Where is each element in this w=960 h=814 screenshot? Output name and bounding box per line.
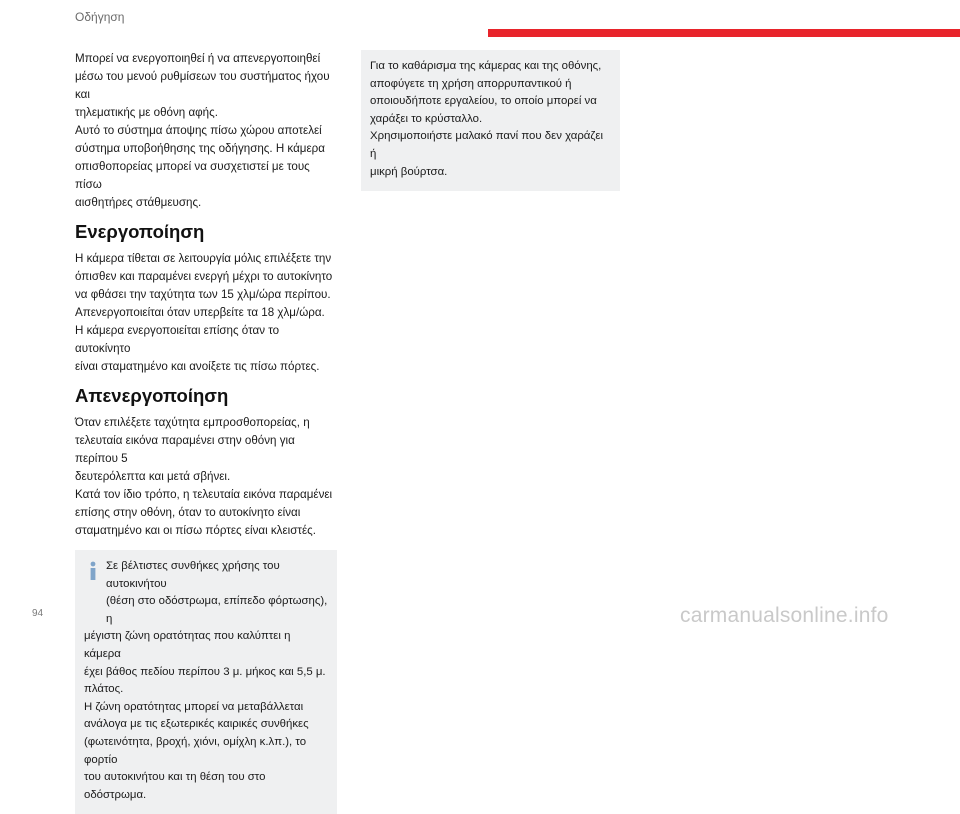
watermark: carmanualsonline.info — [680, 604, 889, 627]
left-column — [75, 50, 337, 814]
text-line: του αυτοκινήτου και τη θέση του στο οδόστρωμα. — [84, 771, 266, 801]
cleaning-box — [361, 50, 620, 191]
text-line: αποφύγετε τη χρήση απορρυπαντικού ή — [370, 77, 572, 90]
text-line: αισθητήρες στάθμευσης. — [75, 196, 202, 209]
text-line: Σε βέλτιστες συνθήκες χρήσης του αυτοκινήτου — [106, 560, 280, 590]
activation-paragraph — [75, 250, 337, 376]
text-line: επίσης στην οθόνη, όταν το αυτοκίνητο είναι — [75, 506, 301, 519]
text-line: δευτερόλεπτα και μετά σβήνει. — [75, 470, 231, 483]
text-line: χαράξει το κρύσταλλο. — [370, 112, 483, 125]
text-line: Αυτό το σύστημα άποψης πίσω χώρου αποτελεί — [75, 124, 322, 137]
info-box-intro — [84, 558, 328, 628]
deactivation-paragraph — [75, 414, 337, 540]
header-accent-bar — [488, 29, 960, 37]
text-line: Απενεργοποιείται όταν υπερβείτε τα 18 χλμ/ώρα. — [75, 306, 325, 319]
section-title: Οδήγηση — [75, 10, 125, 24]
deactivation-heading: Απενεργοποίηση — [75, 385, 229, 406]
info-icon — [86, 561, 100, 581]
text-line: είναι σταματημένο και ανοίξετε τις πίσω πόρτες. — [75, 360, 320, 373]
text-line: (φωτεινότητα, βροχή, χιόνι, ομίχλη κ.λπ.), το φορτίο — [84, 735, 307, 766]
activation-heading: Ενεργοποίηση — [75, 221, 205, 242]
text-line: οποιουδήποτε εργαλείου, το οποίο μπορεί να — [370, 95, 597, 108]
text-line: ανάλογα με τις εξωτερικές καιρικές συνθήκες — [84, 718, 309, 731]
text-line: έχει βάθος πεδίου περίπου 3 μ. μήκος και 5,5 μ. — [84, 665, 326, 678]
text-line: Μπορεί να ενεργοποιηθεί ή να απενεργοποιηθεί — [75, 52, 321, 65]
text-line: πλάτος. — [84, 683, 124, 696]
text-line: Η κάμερα τίθεται σε λειτουργία μόλις επιλέξετε την — [75, 252, 332, 265]
text-line: τηλεματικής με οθόνη αφής. — [75, 106, 218, 119]
text-line: όπισθεν και παραμένει ενεργή μέχρι το αυτοκίνητο — [75, 270, 333, 283]
right-column — [361, 50, 620, 191]
info-box — [75, 550, 337, 814]
text-line: μικρή βούρτσα. — [370, 165, 448, 178]
text-line: Όταν επιλέξετε ταχύτητα εμπροσθοπορείας, η — [75, 416, 310, 429]
text-line: Η κάμερα ενεργοποιείται επίσης όταν το αυτοκίνητο — [75, 324, 280, 355]
text-line: (θέση στο οδόστρωμα, επίπεδο φόρτωσης), η — [106, 595, 328, 625]
intro-paragraph — [75, 50, 337, 212]
text-line: Κατά τον ίδιο τρόπο, η τελευταία εικόνα παραμένει — [75, 488, 333, 501]
text-line: Για το καθάρισμα της κάμερας και της οθόνης, — [370, 60, 602, 72]
text-line: μέγιστη ζώνη ορατότητας που καλύπτει η κάμερα — [84, 630, 291, 660]
text-line: μέσω του μενού ρυθμίσεων του συστήματος ήχου και — [75, 70, 330, 101]
text-line: να φθάσει την ταχύτητα των 15 χλμ/ώρα περίπου. — [75, 288, 331, 301]
text-line: οπισθοπορείας μπορεί να συσχετιστεί με τους πίσω — [75, 160, 310, 191]
text-line: Η ζώνη ορατότητας μπορεί να μεταβάλλεται — [84, 700, 304, 713]
text-line: τελευταία εικόνα παραμένει στην οθόνη για περίπου 5 — [75, 434, 295, 465]
text-line: Χρησιμοποιήστε μαλακό πανί που δεν χαράζει ή — [370, 130, 604, 160]
text-line: σταματημένο και οι πίσω πόρτες είναι κλειστές. — [75, 524, 316, 537]
page-number: 94 — [32, 608, 44, 619]
text-line: σύστημα υποβοήθησης της οδήγησης. Η κάμερα — [75, 142, 325, 155]
